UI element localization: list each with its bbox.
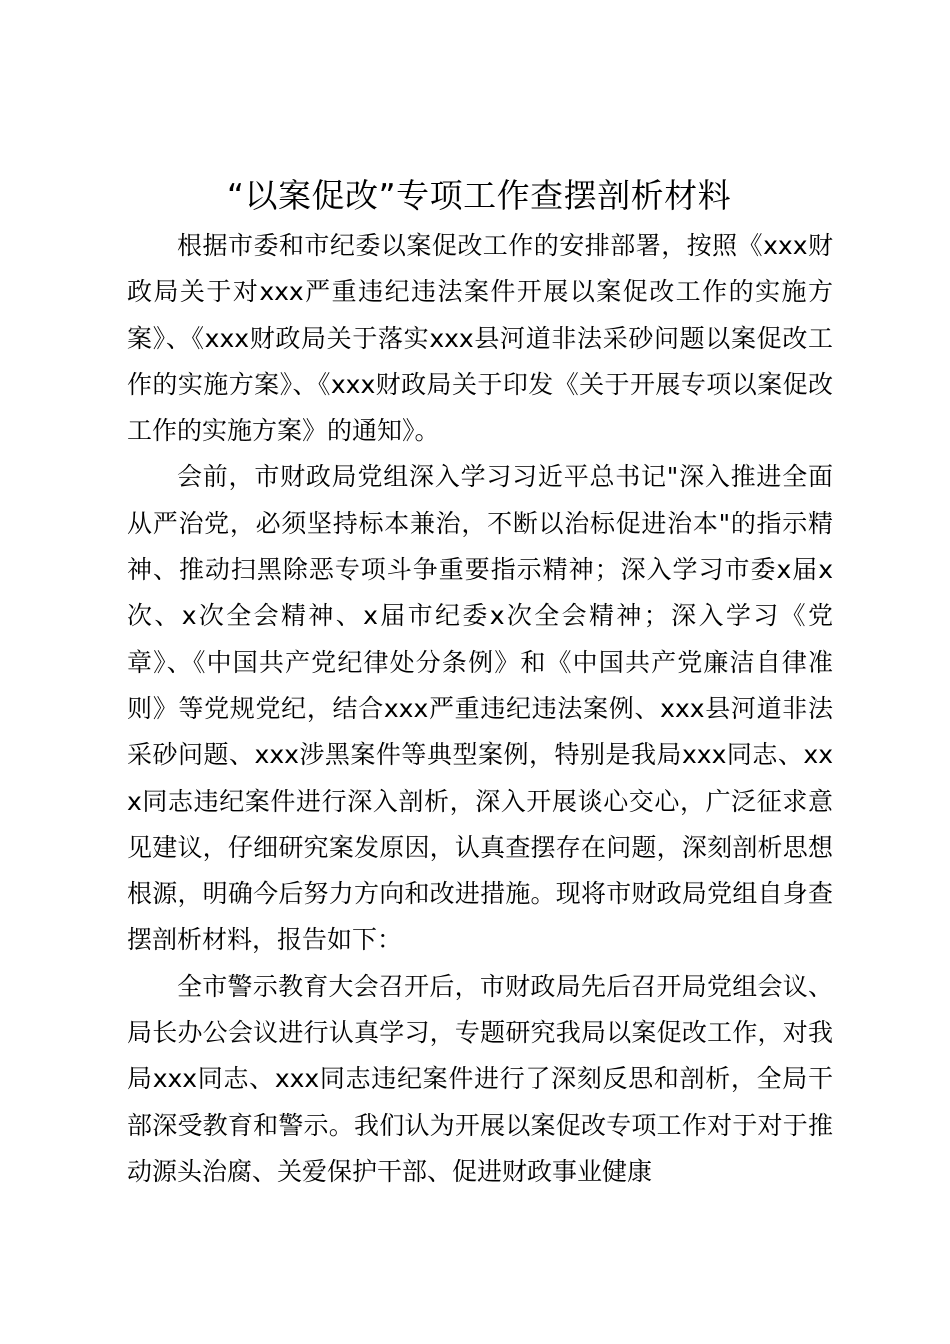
paragraph-study: 会前，市财政局党组深入学习习近平总书记"深入推进全面从严治党，必须坚持标本兼治，不断以治标促进治本"的指示精神、推动扫黑除恶专项斗争重要指示精神；深入学习市委x届x次、x次全会精神、x届市纪委x次全会精神；深入学习《党章》、《中国共产党纪律处分条例》和《中国共产党廉洁自律准则》等党规党纪，结合xxx严重违纪违法案例、xxx县河道非法采砂问题、xxx涉黑案件等典型案例，特别是我局xxx同志、xxx同志违纪案件进行深入剖析，深入开展谈心交心，广泛征求意见建议，仔细研究案发原因，认真查摆存在问题，深刻剖析思想根源，明确今后努力方向和改进措施。现将市财政局党组自身查摆剖析材料，报告如下： <box>127 462 833 955</box>
paragraph-reflection: 全市警示教育大会召开后，市财政局先后召开局党组会议、局长办公会议进行认真学习，专题研究我局以案促改工作，对我局xxx同志、xxx同志违纪案件进行了深刻反思和剖析，全局干部深受教育和警示。我们认为开展以案促改专项工作对于对于推动源头治腐、关爱保护干部、促进财政事业健康 <box>127 971 833 1186</box>
paragraph-intro: 根据市委和市纪委以案促改工作的安排部署，按照《xxx财政局关于对xxx严重违纪违法案件开展以案促改工作的实施方案》、《xxx财政局关于落实xxx县河道非法采砂问题以案促改工作的实施方案》、《xxx财政局关于印发《关于开展专项以案促改工作的实施方案》的通知》。 <box>127 231 833 446</box>
document-title: “以案促改”专项工作查摆剖析材料 <box>226 176 732 215</box>
document-body <box>127 223 833 1195</box>
